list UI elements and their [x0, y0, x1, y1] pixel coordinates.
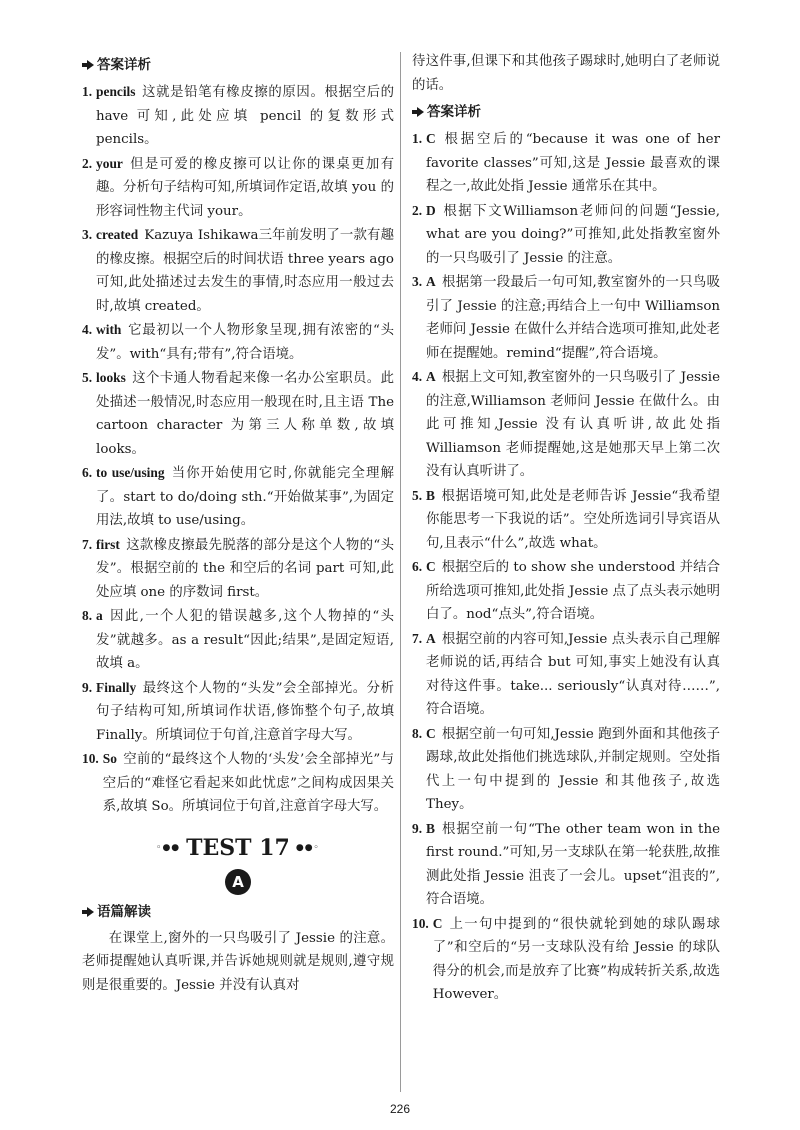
answer-key: B	[426, 487, 435, 503]
explanation-text: 根据空后的 to show she understood 并结合所给选项可推知,此处指 Jessie 点了点头表示她明白了。nod“点头”,符合语境。	[426, 560, 720, 622]
explanation-text: 根据空前一句可知,Jessie 跑到外面和其他孩子踢球,故此处指他们挑选球队,并制定规则。空处指代上一句中提到的 Jessie 和其他孩子,故选 They。	[426, 726, 720, 812]
left-column	[82, 50, 394, 997]
answer-key: created	[96, 227, 139, 242]
answer-list	[412, 127, 720, 1007]
answer-key: A	[426, 274, 436, 289]
answer-key: a	[96, 608, 103, 623]
answer-item	[82, 604, 394, 676]
item-number: 6.	[412, 559, 423, 574]
answer-key: pencils	[96, 84, 136, 99]
answer-item	[82, 676, 394, 748]
answer-item	[412, 484, 720, 556]
item-number: 8.	[82, 608, 93, 623]
answer-item	[82, 318, 394, 366]
answer-item	[412, 270, 720, 365]
answer-item	[412, 127, 720, 199]
explanation-text: 空前的“最终这个人物的‘头发’会全部掉光”与空后的“难怪它看起来如此忧虑”之间构成因果关系,故填 So。所填词位于句首,注意首字母大写。	[102, 752, 394, 814]
answer-item	[82, 223, 394, 318]
answer-key: D	[426, 202, 436, 218]
item-number: 3.	[82, 227, 93, 242]
answer-key: A	[426, 630, 436, 646]
answer-item	[82, 533, 394, 605]
item-number: 1.	[412, 131, 423, 146]
answer-key: C	[432, 915, 443, 931]
explanation-text: 这就是铅笔有橡皮擦的原因。根据空后的 have 可知,此处应填 pencil 的复数形式 pencils。	[96, 85, 394, 147]
answer-item	[82, 152, 394, 224]
explanation-text: 它最初以一个人物形象呈现,拥有浓密的“头发”。with“具有;带有”,符合语境。	[96, 323, 394, 362]
item-number: 7.	[82, 536, 93, 552]
item-number: 5.	[412, 487, 423, 503]
test-title: ◦●● TEST 17 ●●◦	[82, 831, 394, 865]
answer-item	[412, 555, 720, 627]
answer-key: A	[426, 369, 436, 384]
explanation-text: 根据空前一句“The other team won in the first round.”可知,另一支球队在第一轮获胜,故推测此处指 Jessie 沮丧了一会儿。upset“沮丧的”,符合语境。	[426, 821, 720, 907]
explanation-text: Kazuya Ishikawa三年前发明了一款有趣的橡皮擦。根据空后的时间状语 three years ago 可知,此处描述过去发生的事情,时态应用一般过去时,故填 created。	[96, 228, 394, 314]
explanation-text: 根据空后的“because it was one of her favorite classes”可知,这是 Jessie 最喜欢的课程之一,故此处指 Jessie 通常乐在其中。	[426, 132, 720, 194]
answer-item	[412, 817, 720, 912]
reading-text: 在课堂上,窗外的一只鸟吸引了 Jessie 的注意。老师提醒她认真听课,并告诉她规则就是规则,遵守规则是很重要的。Jessie 并没有认真对	[82, 930, 394, 993]
item-number: 4.	[412, 369, 423, 384]
item-number: 9.	[82, 679, 93, 695]
explanation-text: 这款橡皮擦最先脱落的部分是这个人物的“头发”。根据空前的 the 和空后的名词 part 可知,此处应填 one 的序数词 first。	[96, 537, 394, 600]
answer-list	[82, 80, 394, 819]
item-number: 7.	[412, 630, 423, 646]
answer-key: looks	[96, 370, 126, 385]
item-number: 5.	[82, 370, 93, 385]
explanation-text: 根据第一段最后一句可知,教室窗外的一只鸟吸引了 Jessie 的注意;再结合上一句中 Williamson 老师问 Jessie 在做什么并结合选项可推知,此处老师在提醒她。remind“提醒”,符合语境。	[426, 275, 720, 361]
item-number: 2.	[82, 155, 93, 171]
decorative-dots-icon: ●●◦	[295, 842, 320, 853]
explanation-text: 因此,一个人犯的错误越多,这个人物掉的“头发”就越多。as a result“因此;结果”,是固定短语,故填 a。	[96, 609, 394, 671]
answer-item	[412, 365, 720, 484]
answer-details-heading: 答案详析	[82, 50, 394, 80]
answer-key: with	[96, 322, 122, 337]
item-number: 10.	[412, 915, 429, 931]
explanation-text: 根据语境可知,此处是老师告诉 Jessie“我希望你能思考一下我说的话”。空处所选词引导宾语从句,且表示“什么”,故选 what。	[426, 488, 720, 551]
item-number: 9.	[412, 820, 423, 836]
answer-item	[82, 80, 394, 152]
answer-item	[412, 912, 720, 1007]
answer-key: your	[96, 155, 123, 171]
item-number: 10.	[82, 751, 99, 766]
page-number: 226	[389, 1102, 411, 1116]
arrow-icon	[82, 60, 94, 70]
answer-item	[82, 747, 394, 819]
answer-key: C	[426, 131, 436, 146]
item-number: 8.	[412, 725, 423, 741]
section-badge: A	[225, 869, 251, 895]
arrow-icon	[412, 107, 424, 117]
answer-key: Finally	[96, 679, 137, 695]
answer-key: to use/using	[96, 465, 165, 480]
explanation-text: 这个卡通人物看起来像一名办公室职员。此处描述一般情况,时态应用一般现在时,且主语 The cartoon character 为第三人称单数,故填 looks。	[96, 371, 394, 457]
answer-key: C	[426, 559, 436, 574]
answer-key: first	[96, 536, 120, 552]
explanation-text: 但是可爱的橡皮擦可以让你的课桌更加有趣。分析句子结构可知,所填词作定语,故填 you 的形容词性物主代词 your。	[96, 156, 394, 219]
reading-text-continued: 待这件事,但课下和其他孩子踢球时,她明白了老师说的话。	[412, 54, 720, 93]
explanation-text: 根据上文可知,教室窗外的一只鸟吸引了 Jessie 的注意,Williamson 老师问 Jessie 在做什么。由此可推知,Jessie 没有认真听讲,故此处指 Williamson 老师提醒她,这是她那天早上第二次没有认真听讲了。	[426, 370, 720, 479]
item-number: 4.	[82, 322, 93, 337]
reading-heading: 语篇解读	[82, 897, 394, 927]
answer-key: So	[102, 751, 117, 766]
explanation-text: 上一句中提到的“很快就轮到她的球队踢球了”和空后的“另一支球队没有给 Jessie 的球队得分的机会,而是放弃了比赛”构成转折关系,故选 However。	[432, 916, 720, 1002]
item-number: 1.	[82, 84, 93, 99]
item-number: 3.	[412, 274, 423, 289]
explanation-text: 最终这个人物的“头发”会全部掉光。分析句子结构可知,所填词作状语,修饰整个句子,故填 Finally。所填词位于句首,注意首字母大写。	[96, 680, 394, 743]
answer-key: B	[426, 820, 435, 836]
answer-item	[412, 722, 720, 817]
item-number: 2.	[412, 202, 423, 218]
arrow-icon	[82, 907, 94, 917]
answer-details-heading: 答案详析	[412, 97, 720, 127]
answer-item	[82, 366, 394, 461]
answer-item	[82, 461, 394, 533]
explanation-text: 当你开始使用它时,你就能完全理解了。start to do/doing sth.“开始做某事”,为固定用法,故填 to use/using。	[96, 466, 394, 528]
explanation-text: 根据空前的内容可知,Jessie 点头表示自己理解老师说的话,再结合 but 可知,事实上她没有认真对待这件事。take... seriously“认真对待……”,符合语境。	[426, 631, 720, 717]
explanation-text: 根据下文Williamson老师问的问题“Jessie, what are you doing?”可推知,此处指教室窗外的一只鸟吸引了 Jessie 的注意。	[426, 203, 720, 266]
right-column	[412, 50, 720, 1007]
column-divider	[400, 52, 401, 1092]
decorative-dots-icon: ◦●●	[156, 842, 181, 853]
answer-item	[412, 199, 720, 271]
item-number: 6.	[82, 465, 93, 480]
answer-item	[412, 627, 720, 722]
answer-key: C	[426, 725, 436, 741]
